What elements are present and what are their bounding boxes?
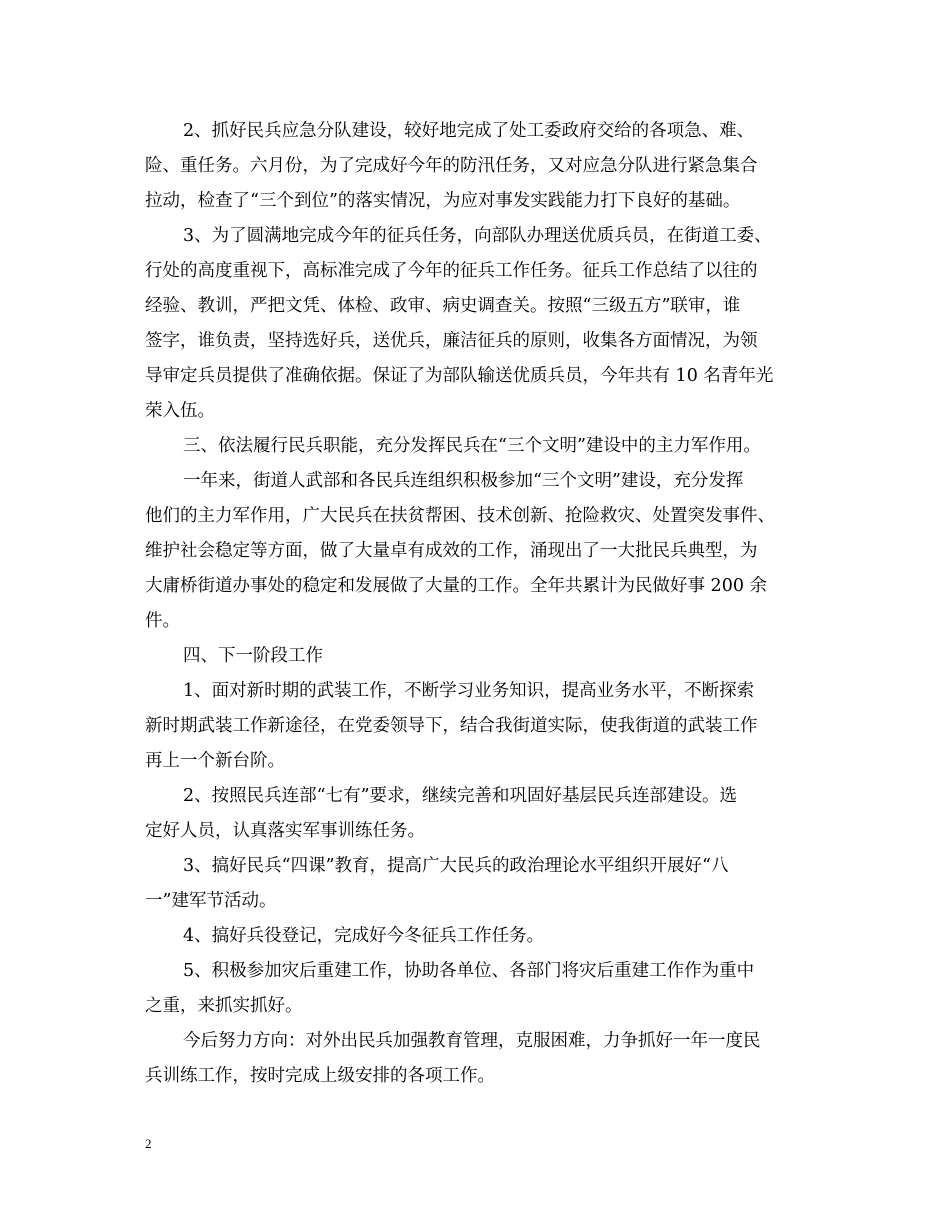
text-line: 3、搞好民兵“四课”教育，提高广大民兵的政治理论水平组织开展好“八: [183, 856, 729, 876]
text-line: 今后努力方向：对外出民兵加强教育管理，克服困难，力争抓好一年一度民: [183, 1031, 761, 1051]
text-line: 1、面对新时期的武装工作，不断学习业务知识，提高业务水平，不断探索: [183, 681, 755, 701]
text-line: 他们的主力军作用，广大民兵在扶贫帮困、技术创新、抢险救灾、处置突发事件、: [145, 506, 775, 526]
text-line: 2、按照民兵连部“七有”要求，继续完善和巩固好基层民兵连部建设。选: [183, 786, 738, 806]
text-line: 兵训练工作，按时完成上级安排的各项工作。: [145, 1066, 495, 1086]
text-line: 经验、教训，严把文凭、体检、政审、病史调查关。按照“三级五方”联审，谁: [145, 296, 741, 316]
text-line: 之重，来抓实抓好。: [145, 996, 303, 1016]
text-line: 一年来，街道人武部和各民兵连组织积极参加“三个文明”建设，充分发挥: [183, 471, 744, 491]
text-line: 4、搞好兵役登记，完成好今冬征兵工作任务。: [183, 926, 545, 946]
text-line: 3、为了圆满地完成今年的征兵任务，向部队办理送优质兵员，在街道工委、: [183, 226, 772, 246]
text-line: 定好人员，认真落实军事训练任务。: [145, 821, 425, 841]
text-line: 签字，谁负责，坚持选好兵，送优兵，廉洁征兵的原则，收集各方面情况，为领: [145, 331, 758, 351]
text-line: 导审定兵员提供了准确依据。保证了为部队输送优质兵员，今年共有 10 名青年光: [145, 366, 774, 386]
text-line: 拉动，检查了“三个到位”的落实情况，为应对事发实践能力打下良好的基础。: [145, 191, 741, 211]
section-heading: 三、依法履行民兵职能，充分发挥民兵在“三个文明”建设中的主力军作用。: [183, 436, 761, 456]
text-line: 件。: [145, 611, 180, 631]
section-heading: 四、下一阶段工作: [183, 646, 323, 666]
text-line: 5、积极参加灾后重建工作，协助各单位、各部门将灾后重建工作作为重中: [183, 961, 755, 981]
page-number: 2: [145, 1136, 152, 1151]
text-line: 再上一个新台阶。: [145, 751, 285, 771]
text-line: 大庸桥街道办事处的稳定和发展做了大量的工作。全年共累计为民做好事 200 余: [145, 576, 768, 596]
text-line: 维护社会稳定等方面，做了大量卓有成效的工作，涌现出了一大批民兵典型，为: [145, 541, 758, 561]
text-line: 2、抓好民兵应急分队建设，较好地完成了处工委政府交给的各项急、难、: [183, 121, 755, 141]
text-line: 一”建军节活动。: [145, 891, 277, 911]
text-line: 荣入伍。: [145, 401, 215, 421]
text-line: 新时期武装工作新途径，在党委领导下，结合我街道实际，使我街道的武装工作: [145, 716, 758, 736]
text-line: 险、重任务。六月份，为了完成好今年的防汛任务，又对应急分队进行紧急集合: [145, 156, 758, 176]
text-line: 行处的高度重视下，高标准完成了今年的征兵工作任务。征兵工作总结了以往的: [145, 261, 758, 281]
